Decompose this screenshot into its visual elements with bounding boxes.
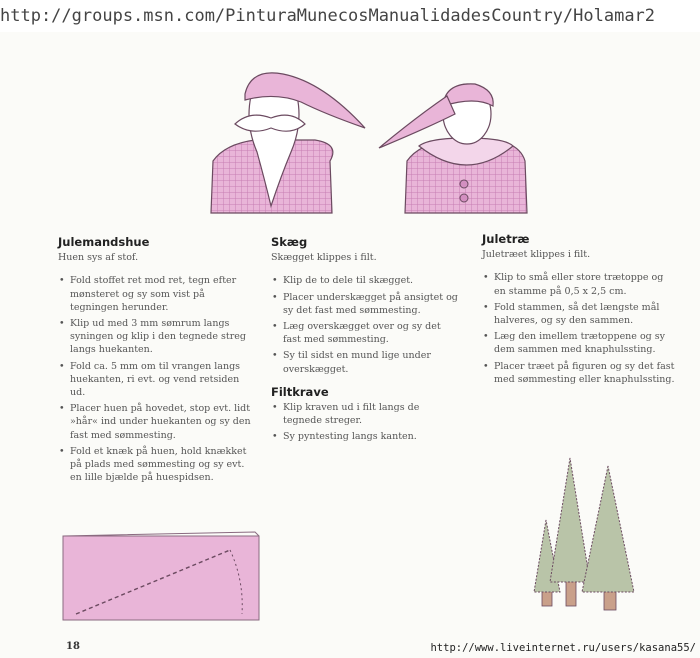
list-item: • Fold et knæk på huen, hold knækket på plads med sømmesting og sy evt. en lille bjælde på huespidsen.: [58, 445, 254, 485]
section-collar-list: [271, 401, 461, 444]
section-hat-list: [58, 274, 254, 484]
section-collar-title: Filtkrave: [271, 384, 329, 399]
section-hat-title: Julemandshue: [58, 235, 150, 249]
list-item: • Læg overskægget over og sy det fast med sømmesting.: [271, 320, 461, 346]
hat-pattern-illustration: [62, 530, 262, 622]
list-item: • Placer underskægget på ansigtet og sy det fast med sømmesting.: [271, 291, 461, 317]
list-item: • Placer træet på figuren og sy det fast med sømmesting eller knaphulssting.: [482, 360, 678, 386]
list-item: • Klip de to dele til skægget.: [271, 274, 461, 287]
list-item: • Læg den imellem trætoppene og sy dem sammen med knaphulssting.: [482, 330, 678, 356]
list-item: • Klip ud med 3 mm sømrum langs syningen og klip i den tegnede streg langs huekanten.: [58, 317, 254, 357]
section-hat-subtitle: Huen sys af stof.: [58, 252, 139, 264]
section-beard-list: [271, 274, 461, 375]
list-item: • Fold stoffet ret mod ret, tegn efter mønsteret og sy som vist på tegningen herunder.: [58, 274, 254, 314]
section-beard-title: Skæg: [271, 235, 308, 249]
page-number: 18: [66, 641, 80, 652]
list-item: • Fold stammen, så det længste mål halveres, og sy den sammen.: [482, 301, 678, 327]
section-tree: [482, 233, 678, 389]
collar-figure-illustration: [375, 66, 535, 216]
watermark-top: http://groups.msn.com/PinturaMunecosManualidadesCountry/Holamar2: [0, 6, 656, 26]
christmas-trees-illustration: [530, 456, 640, 614]
list-item: • Fold ca. 5 mm om til vrangen langs huekanten, ri evt. og vend retsiden ud.: [58, 360, 254, 400]
santa-figure-illustration: [205, 66, 375, 216]
watermark-bottom: http://www.liveinternet.ru/users/kasana55/: [430, 642, 696, 654]
section-beard-subtitle: Skægget klippes i filt.: [271, 252, 377, 264]
list-item: • Placer huen på hovedet, stop evt. lidt »hår« ind under huekanten og sy den fast med sømmesting.: [58, 402, 254, 442]
section-tree-list: [482, 271, 678, 386]
section-hat: [58, 236, 254, 487]
section-tree-title: Juletræ: [482, 232, 530, 246]
list-item: • Klip to små eller store trætoppe og en stamme på 0,5 x 2,5 cm.: [482, 271, 678, 297]
list-item: • Sy pyntesting langs kanten.: [271, 430, 461, 443]
list-item: • Sy til sidst en mund lige under overskægget.: [271, 349, 461, 375]
section-beard: [271, 236, 461, 447]
list-item: • Klip kraven ud i filt langs de tegnede streger.: [271, 401, 461, 427]
section-tree-subtitle: Juletræet klippes i filt.: [482, 249, 591, 261]
